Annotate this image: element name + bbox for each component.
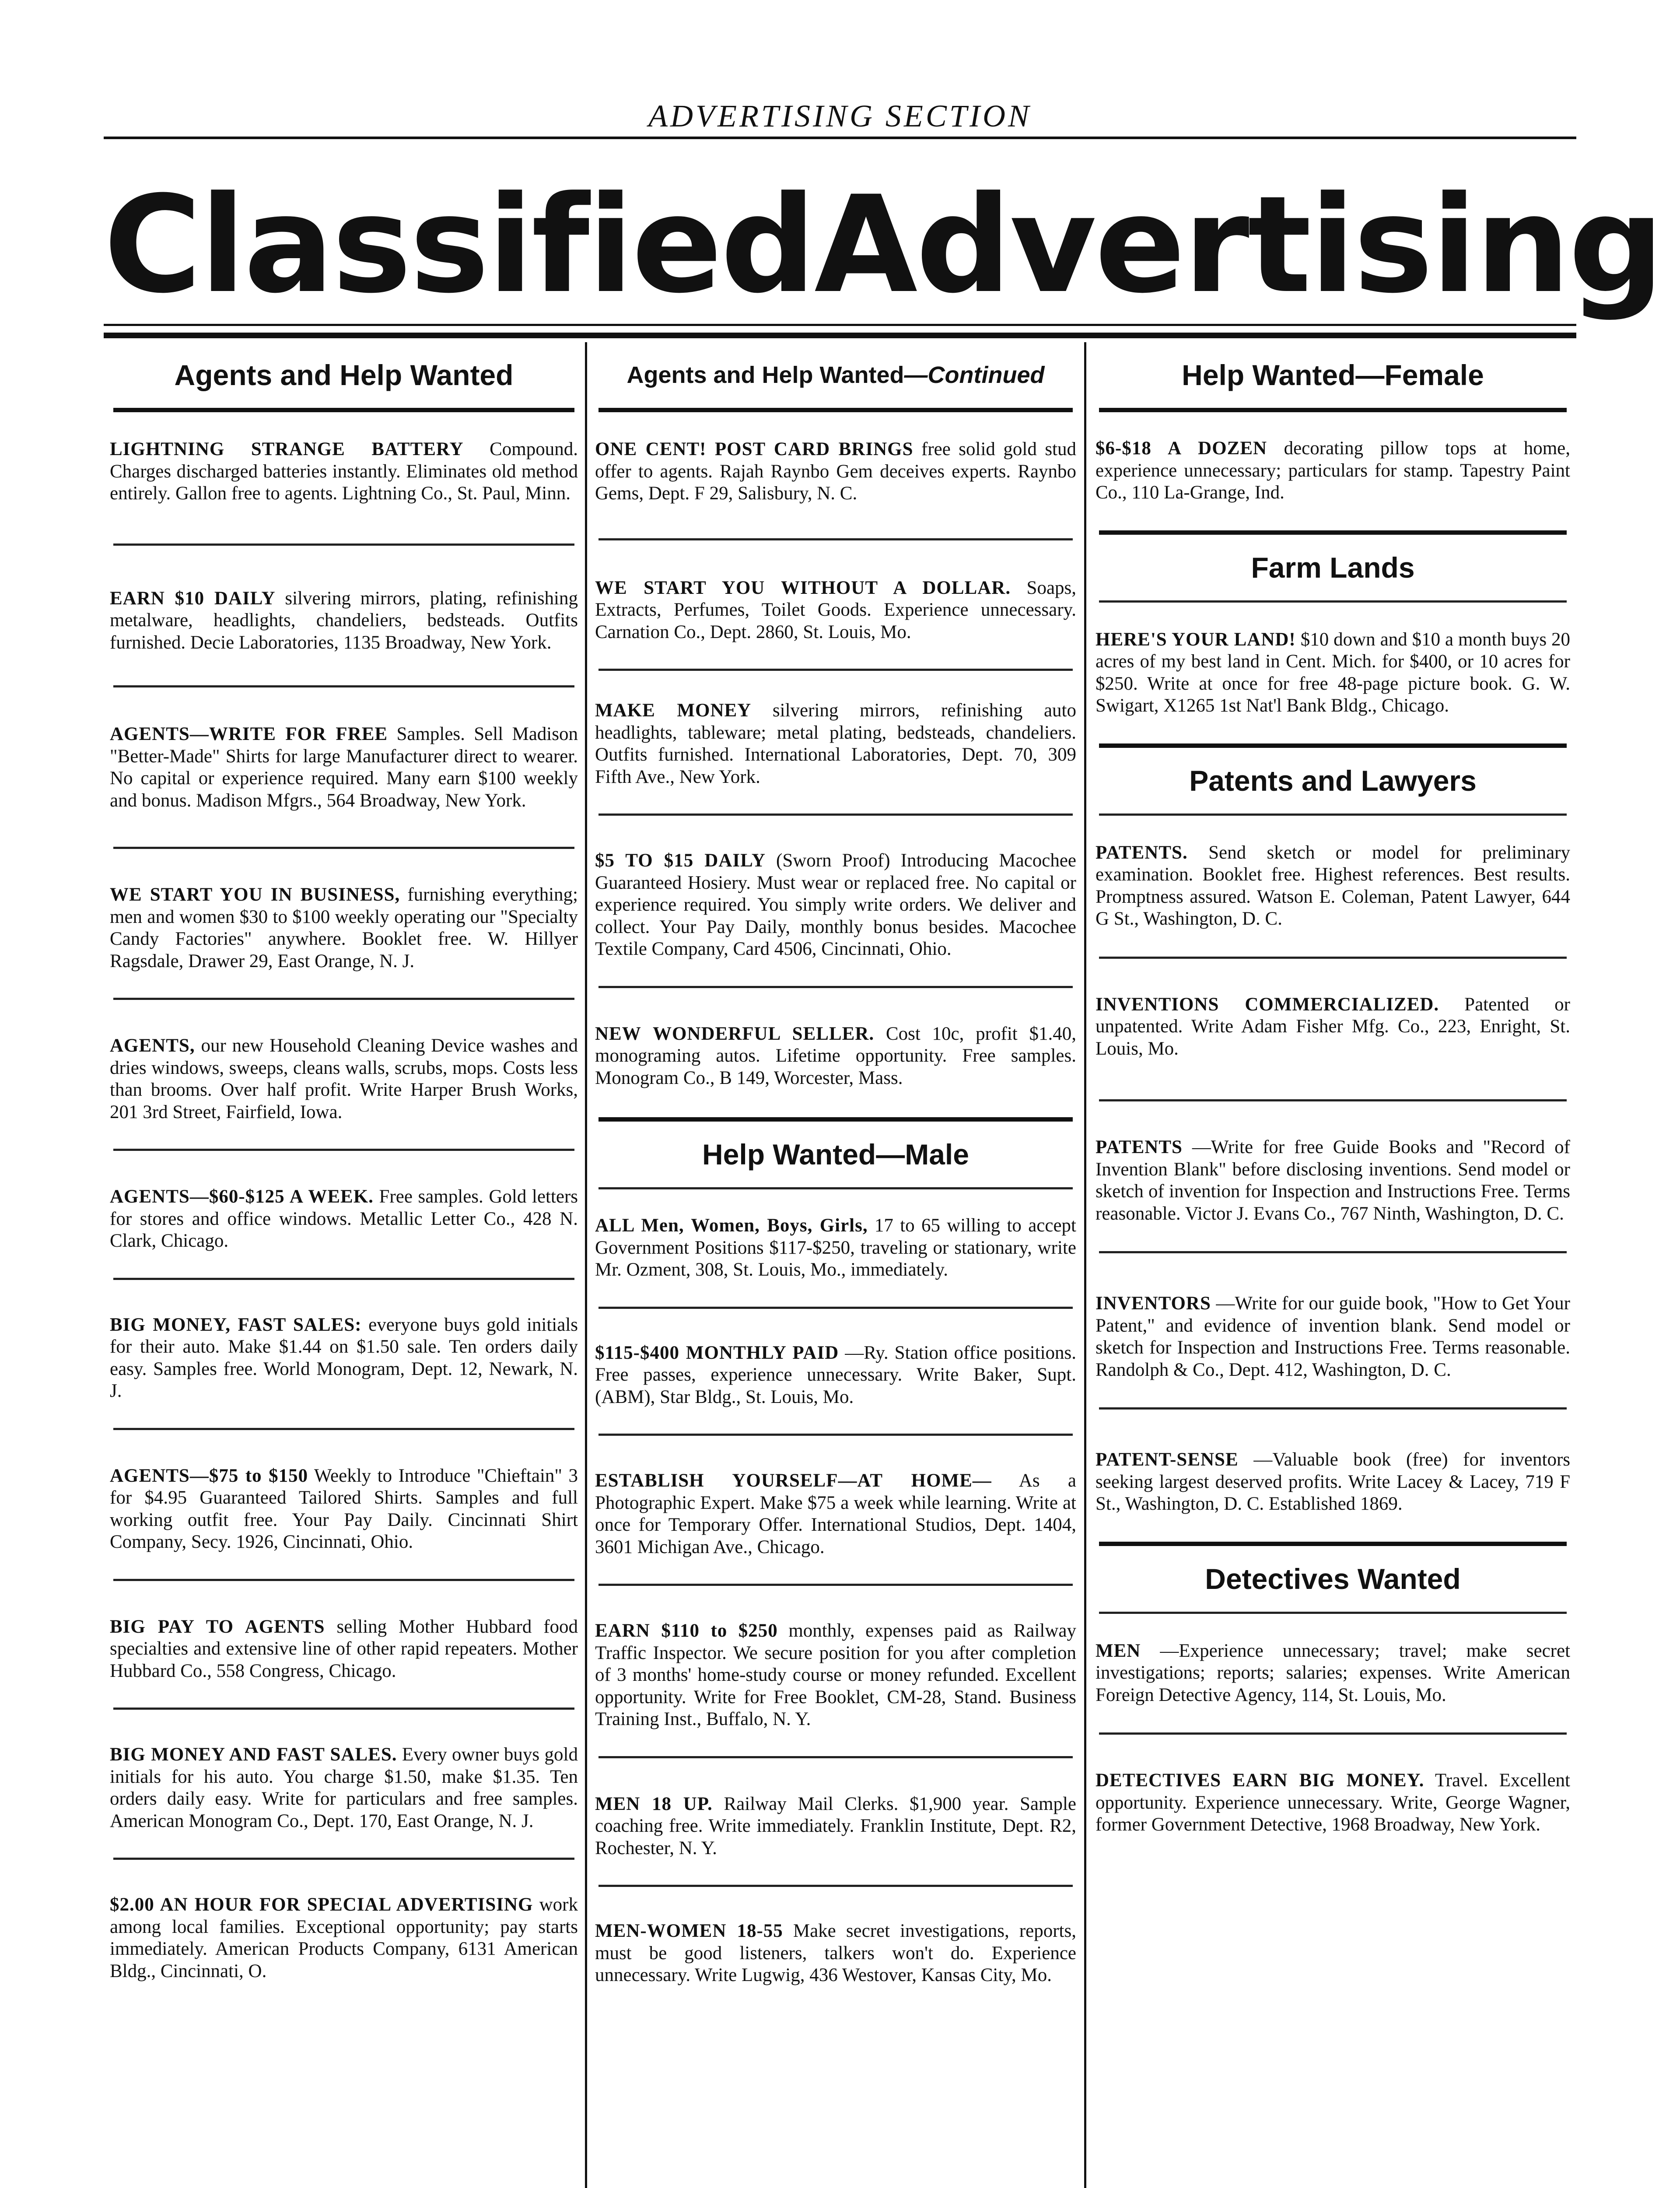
ad-lead: ESTABLISH YOURSELF—AT HOME—	[595, 1470, 992, 1491]
ad-separator	[113, 1708, 574, 1710]
ad-separator	[1099, 957, 1567, 959]
ad-separator	[598, 813, 1073, 816]
page-title-word-1: Classified	[104, 167, 815, 323]
classified-ad	[1089, 629, 1576, 717]
ad-body: silvering mirrors, refinishing auto headlights, tableware; metal plating, bedsteads, chandeliers. Outfits furnished. International Laboratories, Dept. 70, 309 Fifth Ave., New York.	[595, 700, 1077, 787]
ad-lead: $6-$18 A DOZEN	[1096, 438, 1267, 459]
ad-lead: EARN $10 DAILY	[110, 588, 276, 609]
classified-ad	[1089, 1136, 1576, 1225]
ad-body: our new Household Cleaning Device washes and dries windows, sweeps, cleans walls, scrubs, mops. Costs less than brooms. Over half profit. Write Harper Brush Works, 201 3rd Street, Fairfield, Iowa.	[110, 1035, 578, 1122]
section-title-help-wanted-female: Help Wanted—Female	[1182, 359, 1484, 391]
ad-separator	[1099, 1407, 1567, 1410]
ad-separator	[113, 1428, 574, 1430]
ad-separator	[1099, 1099, 1567, 1101]
classified-ad	[1089, 994, 1576, 1060]
ad-separator	[113, 998, 574, 1000]
ad-lead: INVENTIONS COMMERCIALIZED.	[1096, 994, 1439, 1015]
column-divider-2	[1084, 342, 1086, 2188]
ad-body: As a Photographic Expert. Make $75 a week while learning. Write at once for Temporary Offer. International Studios, Dept. 1404, 3601 Michigan Ave., Chicago.	[595, 1470, 1076, 1557]
ad-body: —Write for our guide book, "How to Get Your Patent," and evidence of invention blank. Send model or sketch for Inspection and Instructions Free. Terms reasonable. Randolph & Co., Dept. 412, Washington, D. C.	[1096, 1293, 1570, 1380]
classified-ad	[1089, 1640, 1576, 1707]
ad-lead: AGENTS,	[110, 1035, 195, 1056]
classified-ad	[1089, 842, 1576, 930]
classified-ad	[104, 723, 584, 812]
ad-lead: BIG PAY TO AGENTS	[110, 1616, 325, 1637]
ad-lead: PATENTS.	[1096, 842, 1188, 863]
classified-ad	[589, 1793, 1082, 1860]
section-title-detectives-wanted: Detectives Wanted	[1205, 1562, 1461, 1595]
ad-lead: LIGHTNING STRANGE BATTERY	[110, 439, 464, 459]
classified-ad	[589, 1023, 1082, 1090]
classified-ad	[589, 850, 1082, 961]
ad-body: Send sketch or model for preliminary examination. Booklet free. Highest references. Best results. Promptness assured. Watson E. Coleman, Patent Lawyer, 644 G St., Washington, D. C.	[1096, 842, 1570, 929]
section-rule	[1099, 743, 1567, 748]
section-rule	[1099, 530, 1567, 535]
ad-body: selling Mother Hubbard food specialties and extensive line of other rapid repeaters. Mother Hubbard Co., 558 Congress, Chicago.	[110, 1616, 578, 1681]
ad-lead: MAKE MONEY	[595, 700, 752, 721]
ad-separator	[598, 669, 1073, 671]
section-title-agents-continued	[589, 342, 1082, 408]
classified-ad	[589, 1215, 1082, 1281]
ad-separator	[598, 1584, 1073, 1586]
ad-body: Make secret investigations, reports, must be good listeners, talkers won't do. Experience unnecessary. Write Lugwig, 436 Westover, Kansas City, Mo.	[595, 1921, 1076, 1985]
classified-ad	[589, 1470, 1082, 1558]
ad-body: free solid gold stud offer to agents. Rajah Raynbo Gem deceives experts. Raynbo Gems, Dept. F 29, Salisbury, N. C.	[595, 439, 1076, 504]
masthead-rule-thin	[104, 324, 1576, 326]
ad-lead: NEW WONDERFUL SELLER.	[595, 1023, 875, 1044]
section-title-continued: —Continued	[904, 362, 1045, 388]
ad-separator	[113, 1579, 574, 1581]
column-agents-continued	[589, 342, 1082, 1987]
section-title-rule	[1099, 408, 1567, 412]
classified-ad	[589, 1920, 1082, 1987]
page-title	[104, 167, 1662, 323]
ad-body: Travel. Excellent opportunity. Experience unnecessary. Write, George Wagner, former Government Detective, 1968 Broadway, New York.	[1096, 1770, 1570, 1835]
ad-lead: AGENTS—WRITE FOR FREE	[110, 724, 388, 744]
ad-separator	[1099, 1251, 1567, 1253]
ad-body: Soaps, Extracts, Perfumes, Toilet Goods. Experience unnecessary. Carnation Co., Dept. 2860, St. Louis, Mo.	[595, 577, 1077, 642]
classified-ad	[104, 884, 584, 972]
ad-lead: AGENTS—$75 to $150	[110, 1465, 308, 1486]
ad-separator	[113, 847, 574, 849]
classified-ad	[589, 1620, 1082, 1731]
running-head: ADVERTISING SECTION	[648, 98, 1032, 133]
section-title-patents-lawyers: Patents and Lawyers	[1189, 764, 1477, 797]
ad-body: (Sworn Proof) Introducing Macochee Guaranteed Hosiery. Must wear or replaced free. No capital or experience required. You simply write orders. We deliver and collect. Your Pay Daily, monthly bonus besides. Macochee Textile Company, Card 4506, Cincinnati, Ohio.	[595, 850, 1077, 959]
ad-body: Patented or unpatented. Write Adam Fisher Mfg. Co., 223, Enright, St. Louis, Mo.	[1096, 994, 1570, 1059]
classified-ad	[104, 1186, 584, 1252]
ad-lead: BIG MONEY AND FAST SALES.	[110, 1744, 397, 1765]
column-divider-1	[585, 342, 587, 2188]
ad-body: —Experience unnecessary; travel; make secret investigations; reports; salaries; expenses. Write American Foreign Detective Agency, 114, St. Louis, Mo.	[1096, 1640, 1571, 1705]
ad-separator	[113, 685, 574, 687]
ad-separator	[113, 1858, 574, 1860]
ad-body: Free samples. Gold letters for stores and office windows. Metallic Letter Co., 428 N. Clark, Chicago.	[110, 1186, 578, 1251]
section-title-help-wanted-male: Help Wanted—Male	[702, 1138, 969, 1171]
ad-separator	[113, 1149, 574, 1151]
classified-ad	[589, 700, 1082, 788]
classified-ad	[104, 1314, 584, 1403]
ad-body: Compound. Charges discharged batteries instantly. Eliminates old method entirely. Gallon free to agents. Lightning Co., St. Paul, Minn.	[110, 439, 578, 504]
section-title-rule	[598, 1187, 1073, 1189]
ad-lead: $115-$400 MONTHLY PAID	[595, 1342, 839, 1363]
ad-lead: MEN 18 UP.	[595, 1793, 713, 1814]
section-rule	[1099, 1542, 1567, 1546]
masthead-rule-thick	[104, 333, 1576, 338]
ad-separator	[113, 1278, 574, 1280]
ad-separator	[598, 1307, 1073, 1309]
classified-ad	[1089, 1293, 1576, 1381]
ad-lead: WE START YOU IN BUSINESS,	[110, 884, 400, 905]
ad-lead: BIG MONEY, FAST SALES:	[110, 1314, 362, 1335]
classified-ad	[104, 1744, 584, 1832]
ad-separator	[598, 1434, 1073, 1436]
ad-lead: MEN	[1096, 1640, 1141, 1661]
ad-lead: ALL Men, Women, Boys, Girls,	[595, 1215, 868, 1236]
section-rule	[598, 1117, 1073, 1122]
classified-ad	[1089, 1770, 1576, 1836]
ad-separator	[113, 543, 574, 546]
ad-body: monthly, expenses paid as Railway Traffic Inspector. We secure position for you after completion of 3 months' home-study course or money refunded. Excellent opportunity. Write for Free Booklet, CM-28, Stand. Business Training Inst., Buffalo, N. Y.	[595, 1620, 1077, 1729]
ad-lead: INVENTORS	[1096, 1293, 1211, 1314]
ad-body: Railway Mail Clerks. $1,900 year. Sample coaching free. Write immediately. Franklin Institute, Dept. R2, Rochester, N. Y.	[595, 1793, 1076, 1858]
ad-lead: ONE CENT! POST CARD BRINGS	[595, 439, 914, 459]
ad-lead: PATENT-SENSE	[1096, 1449, 1239, 1470]
ad-lead: $2.00 AN HOUR FOR SPECIAL ADVERTISING	[110, 1894, 533, 1915]
ad-lead: WE START YOU WITHOUT A DOLLAR.	[595, 577, 1011, 598]
ad-body: 17 to 65 willing to accept Government Positions $117-$250, traveling or stationary, write Mr. Ozment, 308, St. Louis, Mo., immediately.	[595, 1215, 1076, 1280]
running-head-rule	[104, 137, 1576, 139]
ad-body: decorating pillow tops at home, experience unnecessary; particulars for stamp. Tapestry Paint Co., 110 La-Grange, Ind.	[1096, 438, 1571, 503]
section-title-text: Agents and Help Wanted	[626, 362, 904, 388]
section-title-rule	[1099, 600, 1567, 603]
ad-body: Cost 10c, profit $1.40, monograming autos. Lifetime opportunity. Free samples. Monogram Co., B 149, Worcester, Mass.	[595, 1023, 1076, 1088]
section-title-rule	[598, 408, 1073, 412]
section-title-rule	[113, 408, 574, 412]
section-title-agents: Agents and Help Wanted	[174, 359, 514, 391]
ad-body: —Valuable book (free) for inventors seeking largest deserved profits. Write Lacey & Lacey, 719 F St., Washington, D. C. Established 1869.	[1096, 1449, 1570, 1514]
section-title-rule	[1099, 813, 1567, 816]
classified-ad	[1089, 1449, 1576, 1515]
ad-lead: $5 TO $15 DAILY	[595, 850, 766, 871]
classified-ad	[104, 1894, 584, 1982]
ad-lead: EARN $110 to $250	[595, 1620, 778, 1641]
column-agents-help-wanted	[104, 342, 584, 1982]
ad-body: Weekly to Introduce "Chieftain" 3 for $4.95 Guaranteed Tailored Shirts. Samples and full working outfit free. Your Pay Daily. Cincinnati Shirt Company, Secy. 1926, Cincinnati, Ohio.	[110, 1465, 578, 1552]
section-title-rule	[1099, 1612, 1567, 1614]
ad-separator	[598, 986, 1073, 988]
classified-ad	[589, 1342, 1082, 1409]
classified-ad	[104, 588, 584, 654]
ad-body: Every owner buys gold initials for his auto. You charge $1.50, make $1.35. Ten orders daily easy. Write for particulars and free samples. American Monogram Co., Dept. 170, East Orange, N. J.	[110, 1744, 578, 1831]
ad-body: work among local families. Exceptional opportunity; pay starts immediately. American Products Company, 6131 American Bldg., Cincinnati, O.	[110, 1894, 578, 1981]
ad-lead: PATENTS	[1096, 1137, 1183, 1157]
classified-ad	[104, 1465, 584, 1553]
ad-body: $10 down and $10 a month buys 20 acres of my best land in Cent. Mich. for $400, or 10 acres for $250. Write at once for free 48-page picture book. G. W. Swigart, X1265 1st Nat'l Bank Bldg., Chicago.	[1096, 629, 1571, 716]
ad-body: —Write for free Guide Books and "Record of Invention Blank" before disclosing inventions. Send model or sketch of invention for Inspection and Instructions Free. Terms reasonable. Victor J. Evans Co., 767 Ninth, Washington, D. C.	[1096, 1137, 1570, 1224]
ad-body: Samples. Sell Madison "Better-Made" Shirts for large Manufacturer direct to wearer. No capital or experience required. Many earn $100 weekly and bonus. Madison Mfgrs., 564 Broadway, New York.	[110, 724, 578, 811]
classified-ad	[1089, 438, 1576, 504]
ad-body: furnishing everything; men and women $30 to $100 weekly operating our "Specialty Candy Factories" anywhere. Booklet free. W. Hillyer Ragsdale, Drawer 29, East Orange, N. J.	[110, 884, 578, 971]
ad-lead: DETECTIVES EARN BIG MONEY.	[1096, 1770, 1424, 1791]
ad-lead: MEN-WOMEN 18-55	[595, 1921, 783, 1941]
ad-separator	[1099, 1732, 1567, 1735]
ad-separator	[598, 1756, 1073, 1758]
section-title-farm-lands: Farm Lands	[1251, 551, 1415, 584]
ad-separator	[598, 1885, 1073, 1887]
classified-ad	[589, 438, 1082, 505]
classified-ad	[104, 438, 584, 505]
ad-separator	[598, 538, 1073, 540]
ad-body: silvering mirrors, plating, refinishing metalware, headlights, chandeliers, bedsteads. Outfits furnished. Decie Laboratories, 1135 Broadway, New York.	[110, 588, 578, 653]
classified-ad	[104, 1616, 584, 1683]
ad-lead: HERE'S YOUR LAND!	[1096, 629, 1296, 650]
ad-body: everyone buys gold initials for their auto. Make $1.44 on $1.50 sale. Ten orders daily easy. Samples free. World Monogram, Dept. 12, Newark, N. J.	[110, 1314, 578, 1401]
page-title-word-2: Advertising	[814, 167, 1662, 323]
ad-lead: AGENTS—$60-$125 A WEEK.	[110, 1186, 374, 1207]
ad-body: —Ry. Station office positions. Free passes, experience unnecessary. Write Baker, Supt. (ABM), Star Bldg., St. Louis, Mo.	[595, 1342, 1077, 1407]
classified-ad	[589, 577, 1082, 644]
column-help-wanted-female	[1089, 342, 1576, 1836]
classified-ad	[104, 1035, 584, 1123]
